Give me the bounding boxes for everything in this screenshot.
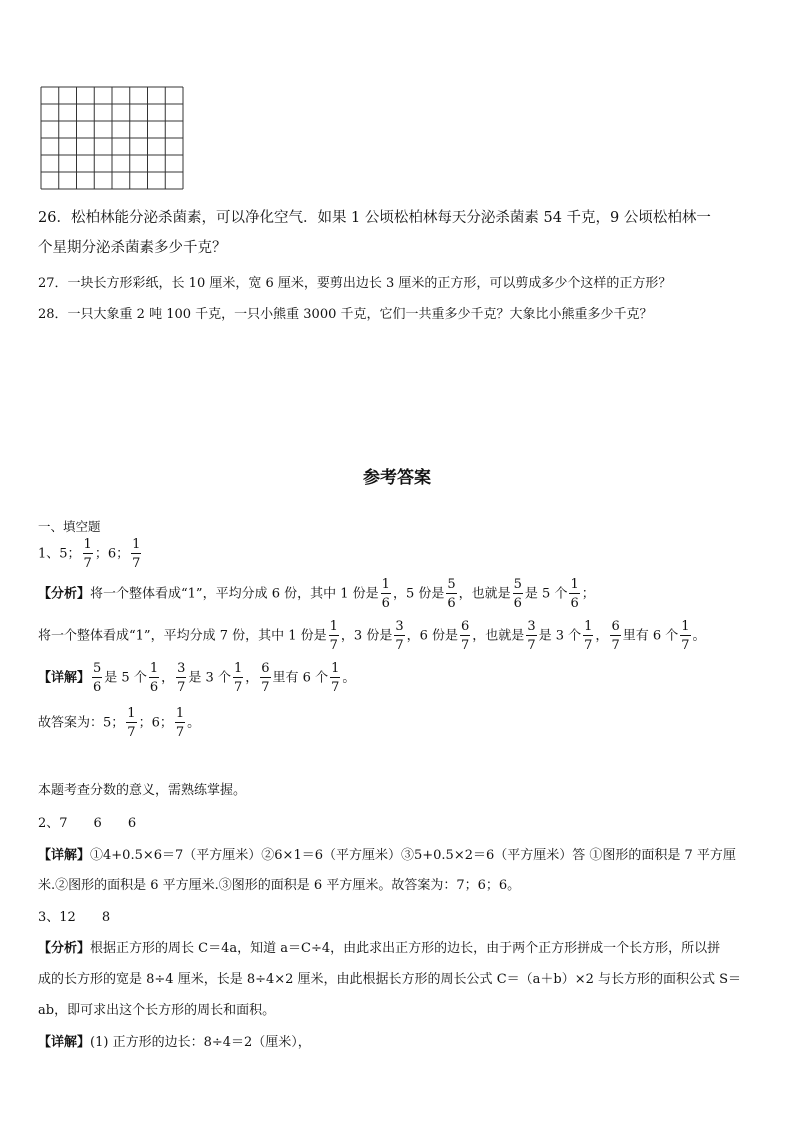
fraction: $\frac{3}{7}$	[395, 619, 404, 653]
answer-1-final: 故答案为：5； $\frac{1}{7}$ ；6； $\frac{1}{7}$ 。	[38, 706, 201, 740]
detail-tag: 【详解】	[38, 1035, 91, 1050]
fraction: $\frac{1}{7}$	[83, 537, 92, 571]
answer-3-analysis-line1: 【分析】根据正方形的周长 C＝4a，知道 a＝C÷4，由此求出正方形的边长，由于两个正方形拼成一个长方形，所以拼	[38, 941, 721, 956]
question-26-line2: 个星期分泌杀菌素多少千克？	[38, 240, 227, 256]
fraction: $\frac{6}{7}$	[611, 619, 620, 653]
fraction: $\frac{1}{7}$	[127, 706, 136, 740]
fraction: $\frac{1}{7}$	[329, 619, 338, 653]
fraction: $\frac{6}{7}$	[261, 661, 270, 695]
answer-1-note: 本题考查分数的意义，需熟练掌握。	[38, 783, 247, 798]
fraction: $\frac{1}{7}$	[331, 661, 340, 695]
detail-tag: 【详解】	[38, 848, 91, 863]
answer-2-label: 2、7 6 6	[38, 816, 137, 831]
question-28: 28．一只大象重 2 吨 100 千克，一只小熊重 3000 千克，它们一共重多少千克？大象比小熊重多少千克？	[38, 307, 653, 322]
answer-1-label: 1、5；	[38, 546, 81, 562]
fraction: $\frac{3}{7}$	[527, 619, 536, 653]
fraction: $\frac{5}{6}$	[513, 577, 522, 611]
fraction: $\frac{1}{7}$	[681, 619, 690, 653]
answer-1	[38, 538, 143, 570]
fraction: $\frac{1}{7}$	[584, 619, 593, 653]
fraction: $\frac{1}{7}$	[233, 661, 243, 695]
answers-title: 参考答案	[363, 468, 431, 488]
fraction: $\frac{5}{6}$	[447, 577, 456, 611]
answer-3-detail: 【详解】(1) 正方形的边长：8÷4＝2（厘米），	[38, 1035, 311, 1050]
answer-1-detail: 【详解】 $\frac{5}{6}$ 是 5 个 $\frac{1}{6}$ ， $\frac{3}{7}$ 是 3 个 $\frac{1}{7}$ ， $\frac{6}{7}$ 里有 6 个 $\frac{1}{7}$ 。	[38, 661, 356, 695]
fraction: $\frac{1}{6}$	[570, 577, 579, 611]
fraction: $\frac{1}{7}$	[175, 706, 185, 740]
fraction: $\frac{6}{7}$	[461, 619, 470, 653]
answer-1-analysis-line2: 将一个整体看成“1”，平均分成 7 份，其中 1 份是 $\frac{1}{7}$ ，3 份是 $\frac{3}{7}$ ，6 份是 $\frac{6}{7}$ ，也就是 $\frac{3}{7}$ 是 3 个 $\frac{1}{7}$ ， $\frac{6}{7}$ 里有 6 个 $\frac{1}{7}$ 。	[38, 619, 706, 653]
analysis-tag: 【分析】	[38, 941, 91, 956]
answer-2-detail-line2: 米.②图形的面积是 6 平方厘米.③图形的面积是 6 平方厘米。故答案为：7；6；6。	[38, 878, 521, 893]
fraction: $\frac{1}{7}$	[132, 537, 141, 571]
answer-1-analysis-line1: 【分析】将一个整体看成“1”，平均分成 6 份，其中 1 份是 $\frac{1}{6}$ ，5 份是 $\frac{5}{6}$ ，也就是 $\frac{5}{6}$ 是 5 个 $\frac{1}{6}$ ；	[38, 577, 595, 611]
grid-figure	[40, 86, 184, 190]
fraction: $\frac{1}{6}$	[381, 577, 390, 611]
question-26-line1: 26．松柏林能分泌杀菌素，可以净化空气．如果 1 公顷松柏林每天分泌杀菌素 54 千克，9 公顷松柏林一	[38, 210, 711, 226]
answer-2-detail-line1: 【详解】①4+0.5×6＝7（平方厘米）②6×1＝6（平方厘米）③5+0.5×2＝6（平方厘米）答 ①图形的面积是 7 平方厘	[38, 848, 736, 863]
detail-tag: 【详解】	[38, 670, 91, 686]
answer-3-label: 3、12 8	[38, 910, 111, 925]
section-fill-in-blank: 一、填空题	[38, 519, 101, 534]
fraction: $\frac{5}{6}$	[93, 661, 102, 695]
question-27: 27．一块长方形彩纸，长 10 厘米，宽 6 厘米，要剪出边长 3 厘米的正方形，可以剪成多少个这样的正方形？	[38, 276, 672, 291]
fraction: $\frac{3}{7}$	[177, 661, 186, 695]
text: ；6；	[94, 546, 130, 562]
answer-3-analysis-line3: ab，即可求出这个长方形的周长和面积。	[38, 1003, 276, 1018]
answer-3-analysis-line2: 成的长方形的宽是 8÷4 厘米，长是 8÷4×2 厘米，由此根据长方形的周长公式 C＝（a＋b）×2 与长方形的面积公式 S＝	[38, 972, 742, 987]
analysis-tag: 【分析】	[38, 586, 91, 602]
fraction: $\frac{1}{6}$	[149, 661, 159, 695]
